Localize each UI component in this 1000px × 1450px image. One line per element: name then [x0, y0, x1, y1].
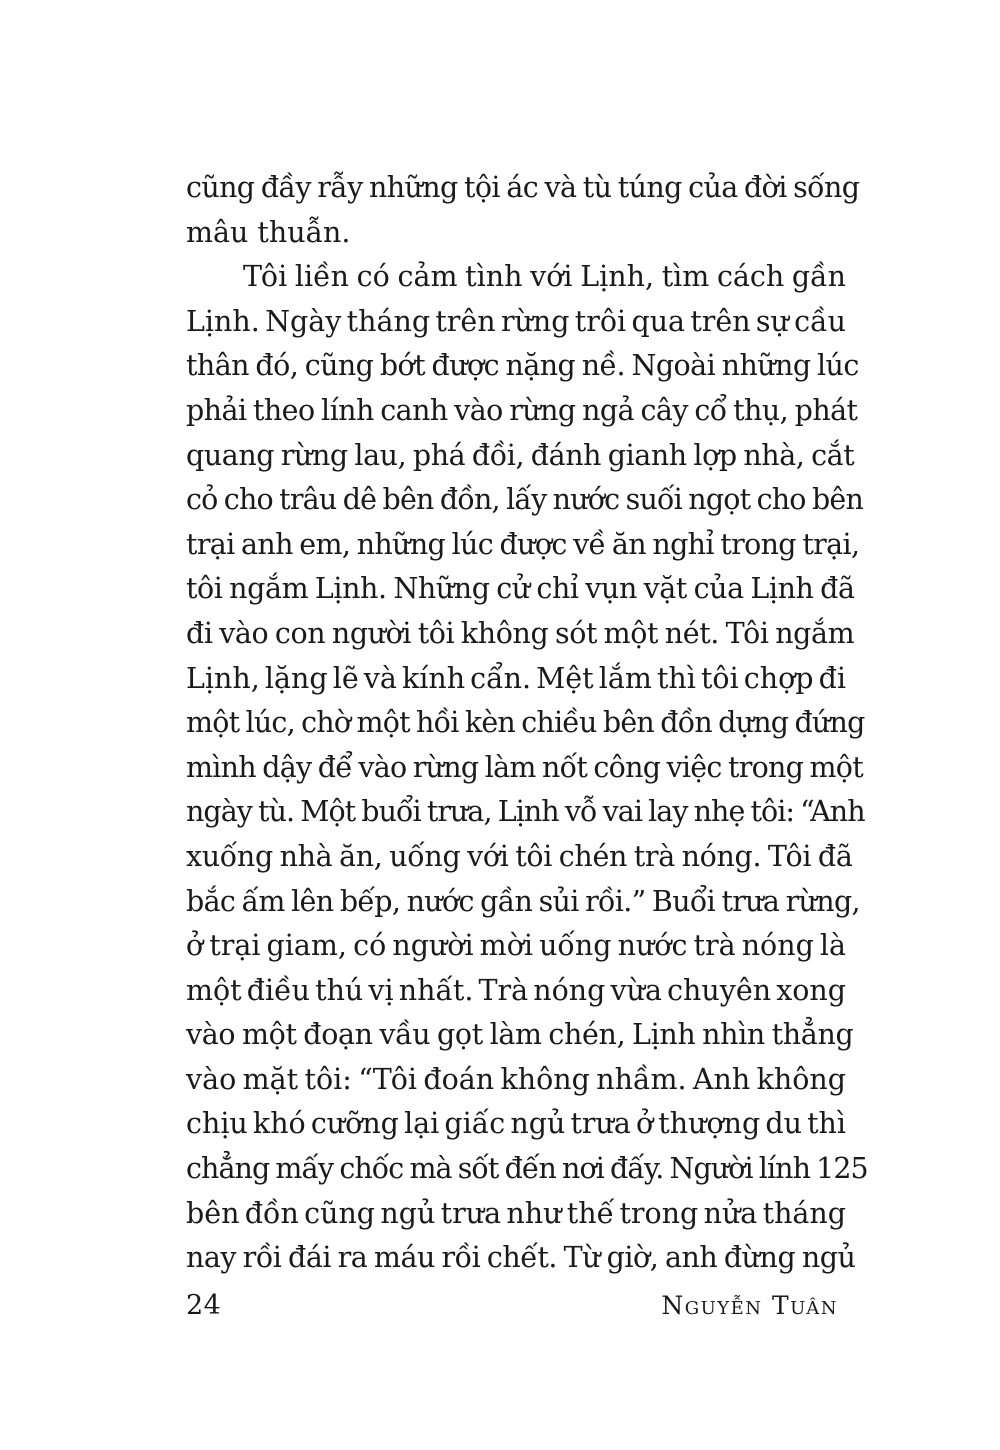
text-line: tôi ngắm Lịnh. Những cử chỉ vụn vặt của Lịnh đã — [186, 572, 855, 606]
text-line: một điều thú vị nhất. Trà nóng vừa chuyên xong — [186, 973, 847, 1007]
text-line: nay rồi đái ra máu rồi chết. Từ giờ, anh đừng ngủ — [186, 1241, 856, 1275]
text-line: chịu khó cưỡng lại giấc ngủ trưa ở thượng du thì — [186, 1107, 847, 1141]
text-line: phải theo lính canh vào rừng ngả cây cổ thụ, phát — [186, 393, 858, 427]
body-text — [186, 166, 868, 1281]
text-line: bắc ấm lên bếp, nước gần sủi rồi.” Buổi trưa rừng, — [186, 884, 860, 918]
text-line: mâu thuẫn. — [186, 215, 351, 249]
text-line: cỏ cho trâu dê bên đồn, lấy nước suối ngọt cho bên — [186, 483, 864, 517]
text-line: ngày tù. Một buổi trưa, Lịnh vỗ vai lay nhẹ tôi: “Anh — [186, 795, 865, 829]
text-line: cũng đầy rẫy những tội ác và tù túng của đời sống — [186, 171, 860, 204]
text-line: đi vào con người tôi không sót một nét. Tôi ngắm — [186, 616, 855, 650]
text-line: một lúc, chờ một hồi kèn chiều bên đồn dựng đứng — [186, 706, 865, 740]
text-line: vào mặt tôi: “Tôi đoán không nhầm. Anh không — [186, 1062, 846, 1096]
text-line: trại anh em, những lúc được về ăn nghỉ trong trại, — [186, 527, 860, 561]
text-line: xuống nhà ăn, uống với tôi chén trà nóng. Tôi đã — [186, 839, 853, 873]
text-line: Lịnh, lặng lẽ và kính cẩn. Mệt lắm thì tôi chợp đi — [186, 661, 846, 695]
page-number: 24 — [186, 1290, 222, 1321]
text-line: mình dậy để vào rừng làm nốt công việc trong một — [186, 750, 863, 784]
paragraph-first-line: Tôi liền có cảm tình với Lịnh, tìm cách gần — [243, 260, 846, 294]
text-line: bên đồn cũng ngủ trưa như thế trong nửa tháng — [186, 1196, 847, 1230]
text-line: ở trại giam, có người mời uống nước trà nóng là — [186, 929, 847, 963]
text-line: vào một đoạn vầu gọt làm chén, Lịnh nhìn thẳng — [186, 1018, 854, 1052]
text-line: Lịnh. Ngày tháng trên rừng trôi qua trên sự cầu — [186, 304, 846, 338]
page-footer — [186, 1290, 838, 1330]
text-line: thân đó, cũng bớt được nặng nề. Ngoài những lúc — [186, 349, 859, 383]
text-line: chẳng mấy chốc mà sốt đến nơi đấy. Người lính 125 — [186, 1152, 868, 1186]
text-line: quang rừng lau, phá đồi, đánh gianh lợp nhà, cắt — [186, 438, 855, 472]
running-head-author: Nguyễn Tuân — [661, 1291, 838, 1320]
